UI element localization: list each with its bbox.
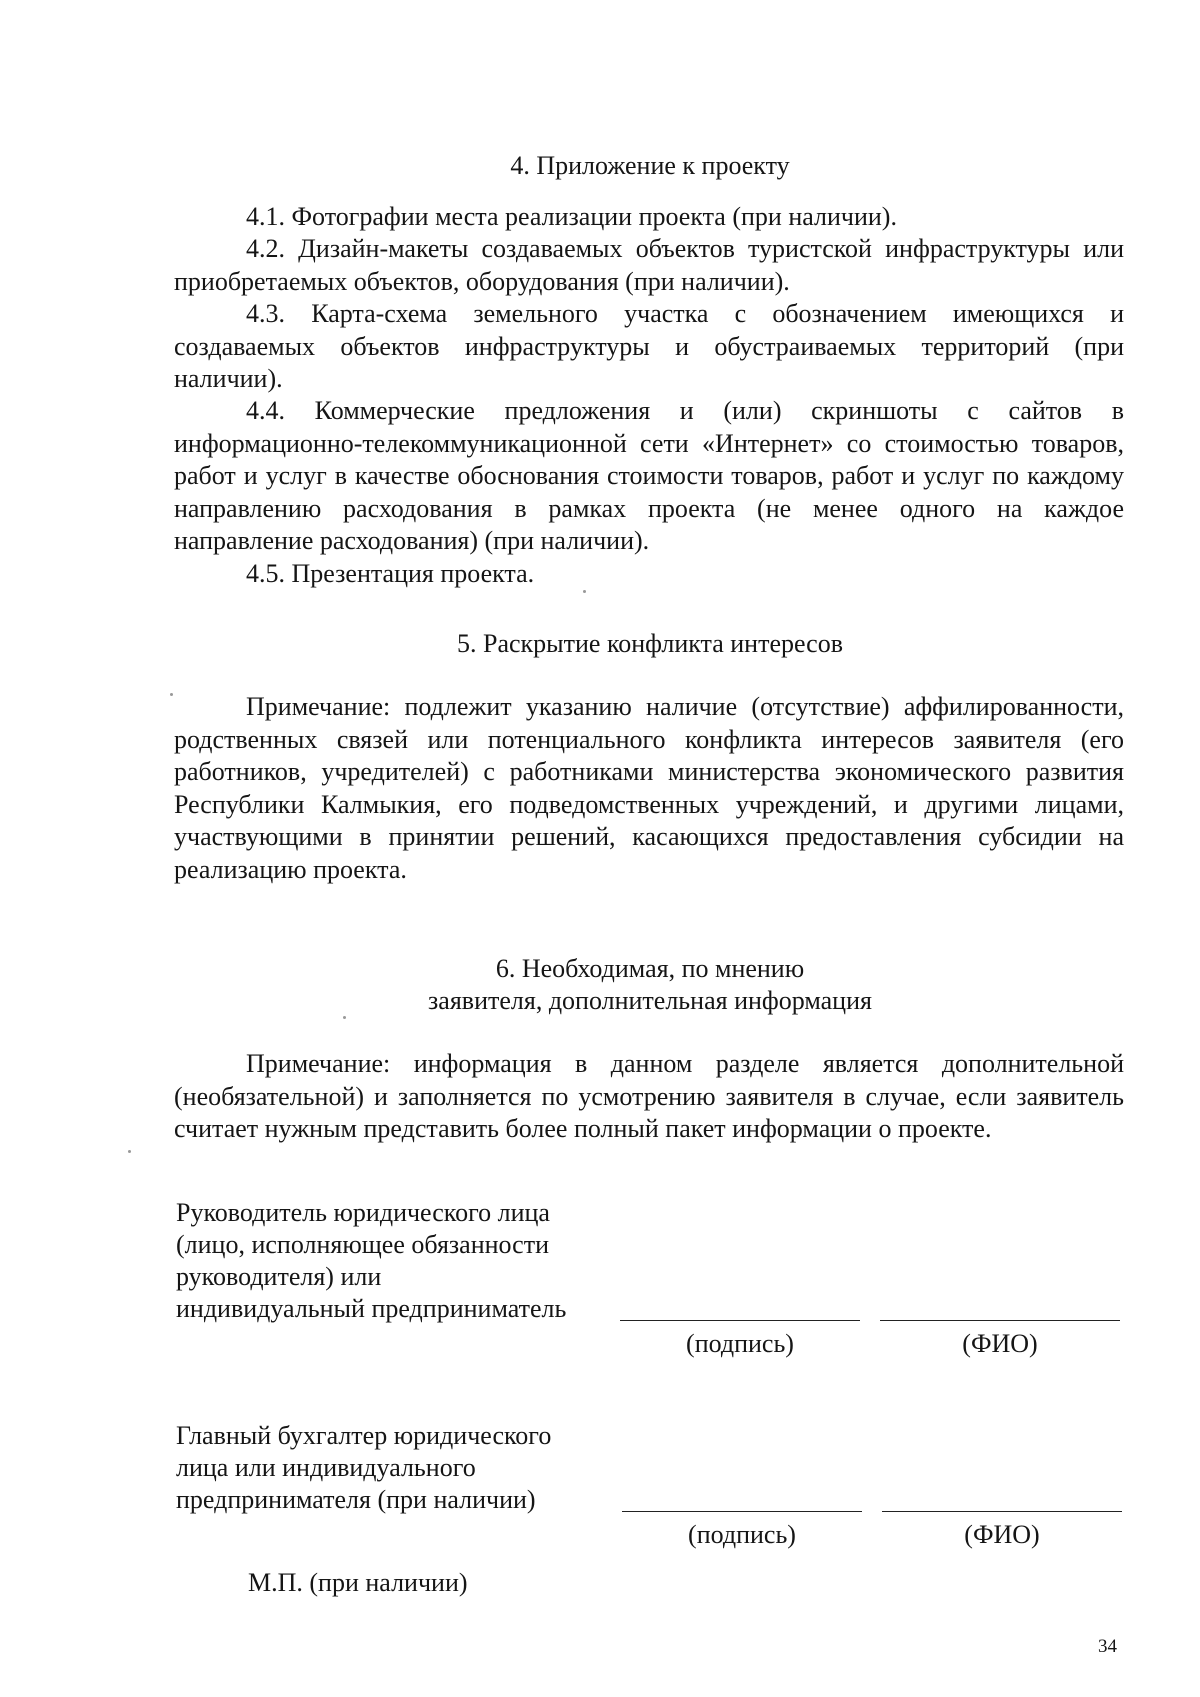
scan-speck [170, 693, 173, 696]
section-6-title-line2: заявителя, дополнительная информация [428, 986, 872, 1015]
section-5-title: 5. Раскрытие конфликта интересов [456, 629, 843, 658]
page-number: 34 [1098, 1636, 1117, 1657]
scan-speck [343, 1016, 346, 1019]
item-4-4: 4.4. Коммерческие предложения и (или) скриншоты с сайтов в информационно-телекоммуникационной сети «Интернет» со стоимостью товаров, работ и услуг в качестве обоснования стоимости товаров, работ и услуг по каждому направлению расходования в рамках проекта (не менее одного на каждое направление расходования) (при наличии). [174, 396, 1124, 555]
accountant-signature-line[interactable] [622, 1511, 862, 1512]
accountant-label-line3: предпринимателя (при наличии) [176, 1485, 536, 1514]
accountant-label-line1: Главный бухгалтер юридического [176, 1421, 552, 1450]
section-5-note: Примечание: подлежит указанию наличие (отсутствие) аффилированности, родственных связей или потенциального конфликта интересов заявителя (его работников, учредителей) с работниками министерства экономического развития Республики Калмыкия, его подведомственных учреждений, и другими лицами, участвующими в принятии решений, касающихся предоставления субсидии на реализацию проекта. [174, 692, 1124, 884]
stamp-label: М.П. (при наличии) [248, 1568, 468, 1597]
accountant-name-caption: (ФИО) [964, 1520, 1040, 1549]
section-4-title: 4. Приложение к проекту [510, 151, 790, 180]
scan-speck [583, 590, 586, 593]
item-4-1: 4.1. Фотографии места реализации проекта (при наличии). [246, 202, 897, 231]
accountant-signature-caption: (подпись) [688, 1520, 796, 1549]
head-signature-caption: (подпись) [686, 1329, 794, 1358]
scan-speck [128, 1150, 131, 1153]
item-4-2: 4.2. Дизайн-макеты создаваемых объектов туристской инфраструктуры или приобретаемых объектов, оборудования (при наличии). [174, 234, 1124, 296]
head-name-line[interactable] [880, 1320, 1120, 1321]
section-6-title-line1: 6. Необходимая, по мнению [495, 954, 805, 983]
accountant-name-line[interactable] [882, 1511, 1122, 1512]
item-4-5: 4.5. Презентация проекта. [246, 559, 535, 588]
item-4-3: 4.3. Карта-схема земельного участка с обозначением имеющихся и создаваемых объектов инфраструктуры и обустраиваемых территорий (при наличии). [174, 299, 1124, 393]
head-label-line3: руководителя) или [176, 1262, 382, 1291]
head-label-line4: индивидуальный предприниматель [176, 1294, 567, 1323]
accountant-label-line2: лица или индивидуального [176, 1453, 476, 1482]
head-label-line1: Руководитель юридического лица [176, 1198, 550, 1227]
section-6-note: Примечание: информация в данном разделе является дополнительной (необязательной) и заполняется по усмотрению заявителя в случае, если заявитель считает нужным представить более полный пакет информации о проекте. [174, 1049, 1124, 1143]
head-name-caption: (ФИО) [962, 1329, 1038, 1358]
head-label-line2: (лицо, исполняющее обязанности [176, 1230, 550, 1259]
head-signature-line[interactable] [620, 1320, 860, 1321]
